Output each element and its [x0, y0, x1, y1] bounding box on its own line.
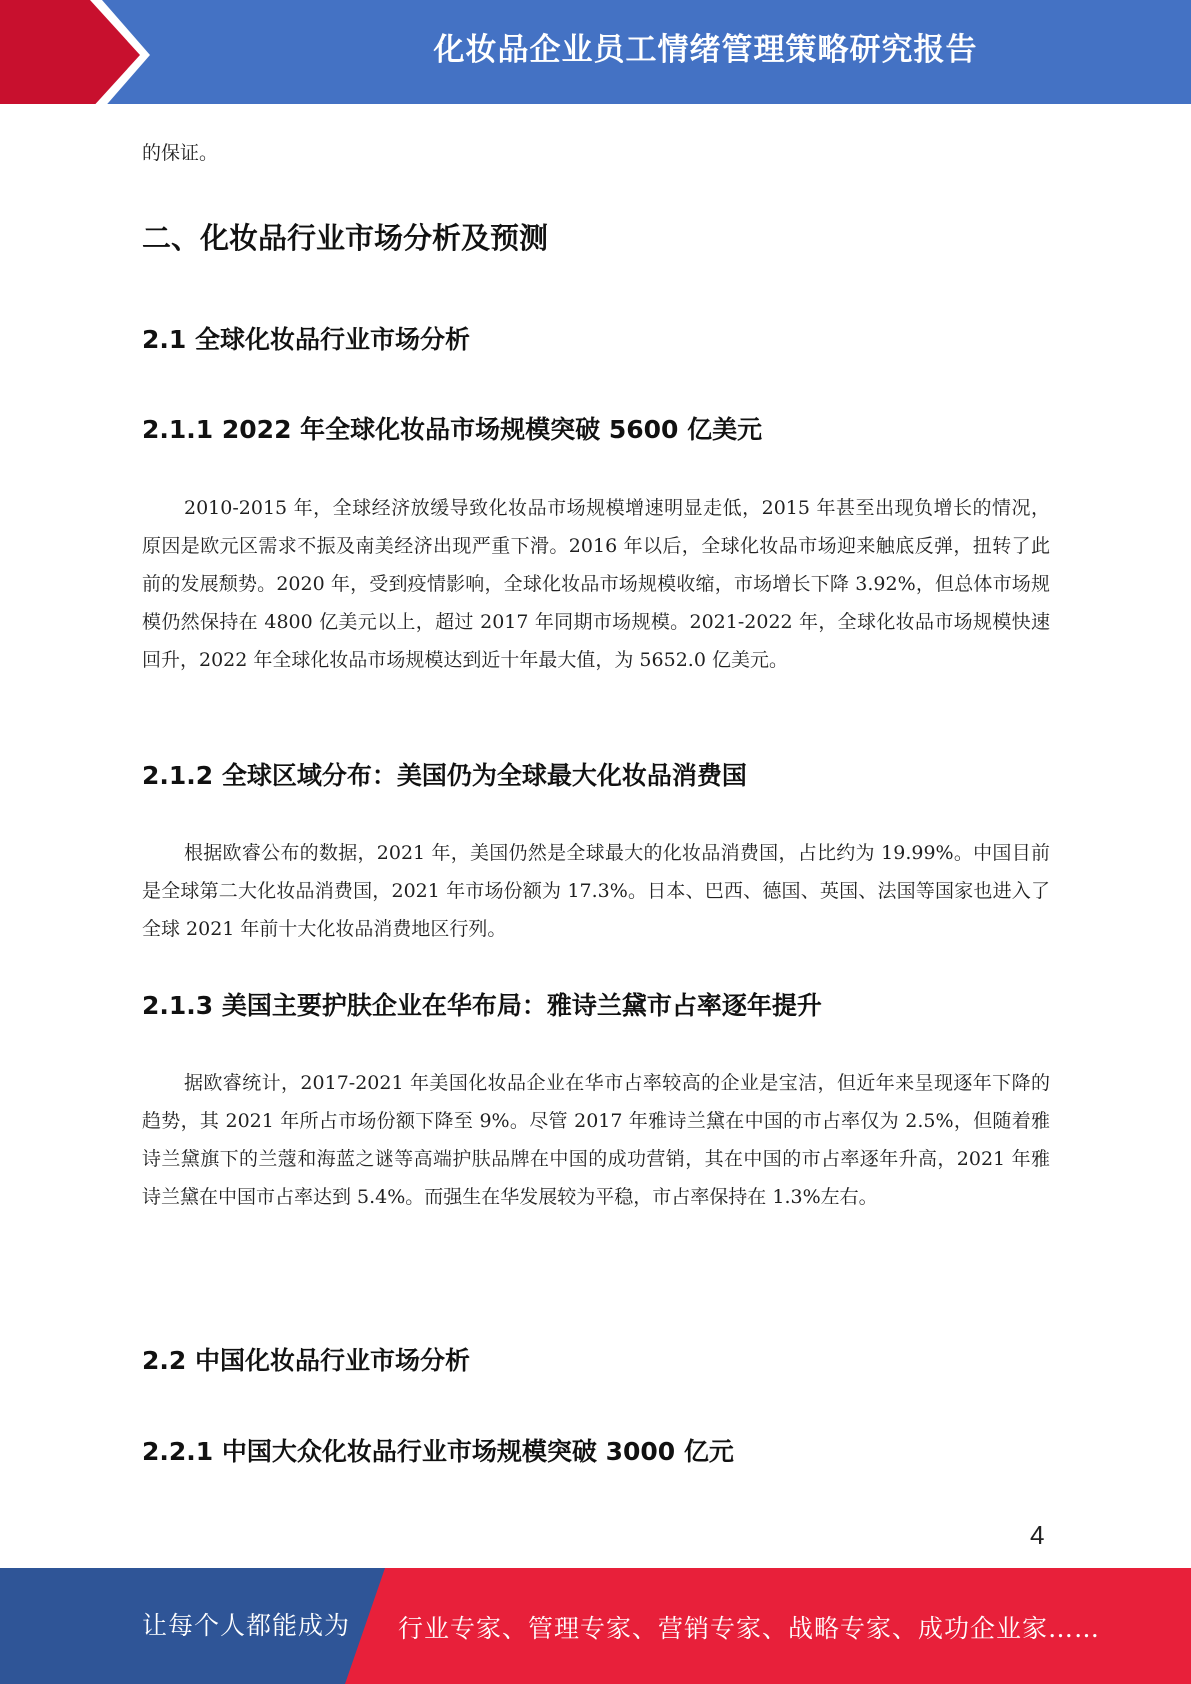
- page-number: 4: [1030, 1520, 1045, 1550]
- section-heading-2-2: 2.2 中国化妆品行业市场分析: [142, 1346, 470, 1375]
- page-footer: [0, 1568, 1191, 1684]
- lead-text: 的保证。: [142, 142, 219, 164]
- page-header: [0, 0, 1191, 110]
- section-heading-2-1-1: 2.1.1 2022 年全球化妆品市场规模突破 5600 亿美元: [142, 415, 763, 444]
- section-heading-2: 二、化妆品行业市场分析及预测: [142, 221, 549, 255]
- footer-slogan-right: 行业专家、管理专家、营销专家、战略专家、成功企业家……: [398, 1614, 1101, 1643]
- paragraph-2-1-2: 根据欧睿公布的数据，2021 年，美国仍然是全球最大的化妆品消费国，占比约为 19.99%。中国目前是全球第二大化妆品消费国，2021 年市场份额为 17.3%。日本、巴西、德国、英国、法国等国家也进入了全球 2021 年前十大化妆品消费地区行列。: [142, 842, 1050, 940]
- section-heading-2-1-2: 2.1.2 全球区域分布：美国仍为全球最大化妆品消费国: [142, 761, 747, 790]
- section-heading-2-1-3: 2.1.3 美国主要护肤企业在华布局：雅诗兰黛市占率逐年提升: [142, 991, 822, 1020]
- report-title: 化妆品企业员工情绪管理策略研究报告: [433, 32, 978, 68]
- section-heading-2-2-1: 2.2.1 中国大众化妆品行业市场规模突破 3000 亿元: [142, 1437, 734, 1466]
- section-heading-2-1: 2.1 全球化妆品行业市场分析: [142, 325, 470, 354]
- paragraph-2-1-3: 据欧睿统计，2017-2021 年美国化妆品企业在华市占率较高的企业是宝洁，但近年来呈现逐年下降的趋势，其 2021 年所占市场份额下降至 9%。尽管 2017 年雅诗兰黛在中国的市占率仅为 2.5%，但随着雅诗兰黛旗下的兰蔻和海蓝之谜等高端护肤品牌在中国的成功营销，其在中国的市占率逐年升高，2021 年雅诗兰黛在中国市占率达到 5.4%。而强生在华发展较为平稳，市占率保持在 1.3%左右。: [142, 1072, 1050, 1208]
- paragraph-2-1-1: 2010-2015 年，全球经济放缓导致化妆品市场规模增速明显走低，2015 年甚至出现负增长的情况，原因是欧元区需求不振及南美经济出现严重下滑。2016 年以后，全球化妆品市场迎来触底反弹，扭转了此前的发展颓势。2020 年，受到疫情影响，全球化妆品市场规模收缩，市场增长下降 3.92%，但总体市场规模仍然保持在 4800 亿美元以上，超过 2017 年同期市场规模。2021-2022 年，全球化妆品市场规模快速回升，2022 年全球化妆品市场规模达到近十年最大值，为 5652.0 亿美元。: [142, 497, 1050, 671]
- footer-slogan-left: 让每个人都能成为: [142, 1611, 351, 1640]
